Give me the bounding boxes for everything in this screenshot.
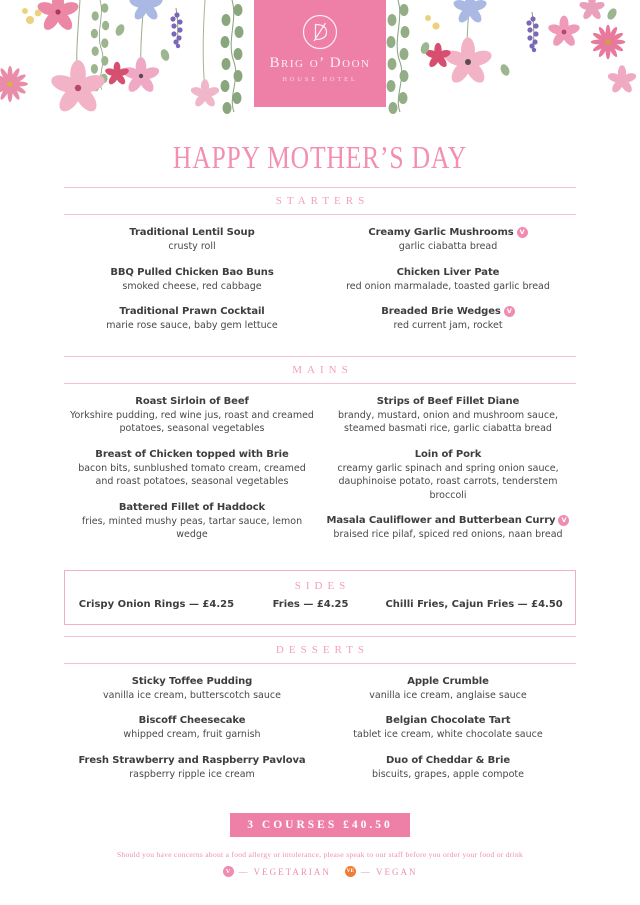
vegetarian-badge-icon: V [223,866,234,877]
vegetarian-badge: V [558,515,569,526]
section-header [64,187,576,215]
menu-item [70,754,314,782]
dietary-legend [0,866,640,877]
dish-description: fries, minted mushy peas, tartar sauce, lemon wedge [81,515,303,540]
legend-item-vegan [345,866,418,877]
dish-description: crusty roll [168,241,216,252]
section-sides [64,570,576,625]
allergy-note: Should you have concerns about a food allergy or intolerance, please speak to our staff before you order your food or drink [116,850,524,859]
menu-item [326,226,570,254]
dish-description: raspberry ripple ice cream [129,768,255,780]
legend-label: — VEGETARIAN [238,866,331,877]
dish-name: Breast of Chicken topped with Brie [95,448,289,460]
brand-banner [254,0,386,107]
divider-line [64,663,576,664]
menu-item [326,266,570,294]
dish-name: Breaded Brie Wedges V [326,305,570,319]
dish-description: brandy, mustard, onion and mushroom sauce, steamed basmati rice, garlic ciabatta bread [338,409,558,434]
menu-item [70,305,314,333]
dish-description: marie rose sauce, baby gem lettuce [106,320,278,331]
section-header [64,636,576,664]
menu-item [70,395,314,436]
menu-item [326,514,570,542]
legend-item-vegetarian [223,866,331,877]
brand-name: Brig o’ Doon [269,55,371,71]
dish-description: biscuits, grapes, apple compote [372,768,524,780]
dish-name: Sticky Toffee Pudding [131,675,253,687]
dish-name: Strips of Beef Fillet Diane [376,395,520,407]
brand-tagline: HOUSE HOTEL [282,76,358,83]
dish-description: smoked cheese, red cabbage [122,280,262,292]
dish-description: braised rice pilaf, spiced red onions, naan bread [333,529,563,540]
dish-name: Masala Cauliflower and Butterbean Curry V [326,514,570,528]
legend-label: — VEGAN [360,866,418,877]
dish-description: Yorkshire pudding, red wine jus, roast and creamed potatoes, seasonal vegetables [70,409,314,434]
vegan-badge-icon: VE [345,866,356,877]
dish-name: Loin of Pork [414,448,482,460]
menu-column-left [64,675,320,794]
menu-column-right [320,395,576,554]
section-label: DESSERTS [275,643,370,656]
dish-name: Biscoff Cheesecake [138,715,246,726]
menu-item [70,226,314,254]
dish-name: Belgian Chocolate Tart [385,715,511,726]
dish-name: Fresh Strawberry and Raspberry Pavlova [78,754,306,766]
menu-item [326,714,570,742]
dish-name: Apple Crumble [407,675,489,687]
vegetarian-badge: V [517,227,528,238]
section-label: MAINS [292,363,353,376]
dish-name: Duo of Cheddar & Brie [385,754,511,766]
menu-item [70,714,314,742]
dish-name: Roast Sirloin of Beef [135,395,249,407]
divider-line [64,383,576,384]
dish-description: creamy garlic spinach and spring onion sauce, dauphinoise potato, roast carrots, tenderstem broccoli [337,462,559,501]
section-starters [64,187,576,345]
menu-item [70,448,314,489]
section-header [64,356,576,384]
menu-item [326,305,570,333]
menu-item [326,395,570,436]
section-desserts [64,636,576,794]
side-item: Crispy Onion Rings — £4.25 [78,598,235,610]
menu-item [326,754,570,782]
menu-item [326,675,570,703]
offer-banner: 3 COURSES £40.50 [230,813,409,837]
menu-column-right [320,675,576,794]
dish-description: garlic ciabatta bread [398,241,498,252]
side-item: Fries — £4.25 [272,598,349,610]
dish-name: Battered Fillet of Haddock [118,501,266,513]
dish-name: Creamy Garlic Mushrooms V [326,226,570,240]
menu-item [70,501,314,542]
menu-item [70,675,314,703]
menu-column-left [64,226,320,345]
dish-name: BBQ Pulled Chicken Bao Buns [110,266,274,278]
menu-item [326,448,570,503]
dish-name: Traditional Prawn Cocktail [119,306,265,317]
dish-description: red current jam, rocket [393,320,503,331]
bd-monogram-icon [301,13,339,51]
divider-line [64,214,576,215]
dish-description: red onion marmalade, toasted garlic bread [346,280,550,292]
section-label: SIDES [294,579,351,592]
dish-description: tablet ice cream, white chocolate sauce [353,729,543,740]
menu-column-right [320,226,576,345]
page-title: HAPPY MOTHER’S DAY [172,139,468,175]
dish-description: whipped cream, fruit garnish [123,729,261,740]
menu-item [70,266,314,294]
section-mains [64,356,576,554]
side-item: Chilli Fries, Cajun Fries — £4.50 [385,598,563,610]
section-label: STARTERS [275,195,370,207]
dish-description: vanilla ice cream, butterscotch sauce [103,689,281,701]
dish-name: Traditional Lentil Soup [129,227,255,238]
vegetarian-badge: V [504,306,515,317]
dish-name: Chicken Liver Pate [396,266,500,278]
menu-column-left [64,395,320,554]
header [0,0,640,118]
dish-description: vanilla ice cream, anglaise sauce [369,689,527,701]
dish-description: bacon bits, sunblushed tomato cream, creamed and roast potatoes, seasonal vegetables [78,462,306,487]
